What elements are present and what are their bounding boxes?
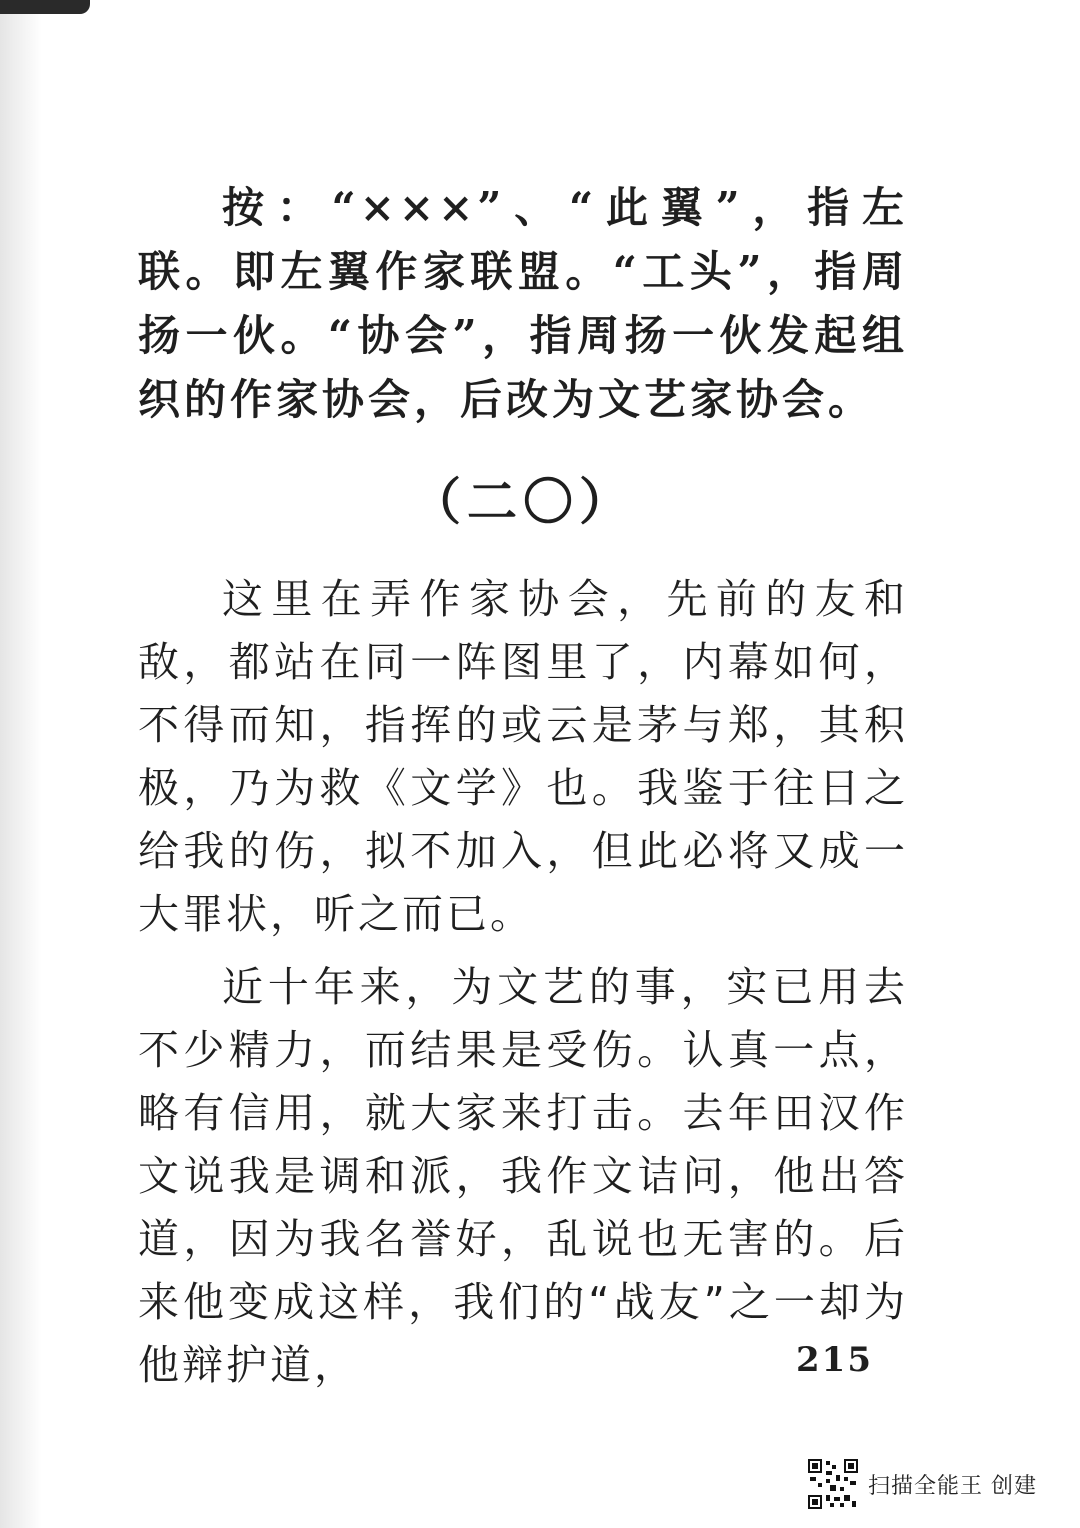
body-paragraph-1: 这里在弄作家协会，先前的友和敌，都站在同一阵图里了，内幕如何，不得而知，指挥的或云是茅与郑，其积极，乃为救《文学》也。我鉴于往日之给我的伤，拟不加入，但此必将又成一大罪状，听之而已。	[138, 575, 908, 938]
editor-note: 按：“×××”、“此翼”，指左联。即左翼作家联盟。“工头”，指周扬一伙。“协会”，指周扬一伙发起组织的作家协会，后改为文艺家协会。	[138, 183, 908, 424]
section-title: （二〇）	[411, 473, 635, 531]
scan-corner-mark	[0, 0, 90, 14]
scanner-label: 扫描全能王 创建	[868, 1473, 1037, 1499]
page-spine-shadow	[0, 0, 42, 1528]
scanner-watermark	[808, 1458, 1037, 1510]
qr-code-icon	[808, 1459, 858, 1509]
book-page-content	[138, 176, 908, 1407]
body-paragraph-2: 近十年来，为文艺的事，实已用去不少精力，而结果是受伤。认真一点，略有信用，就大家来打击。去年田汉作文说我是调和派，我作文诘问，他出答道，因为我名誉好，乱说也无害的。后来他变成这样，我们的“战友”之一却为他辩护道，	[138, 963, 908, 1389]
page-number: 215	[796, 1340, 873, 1380]
